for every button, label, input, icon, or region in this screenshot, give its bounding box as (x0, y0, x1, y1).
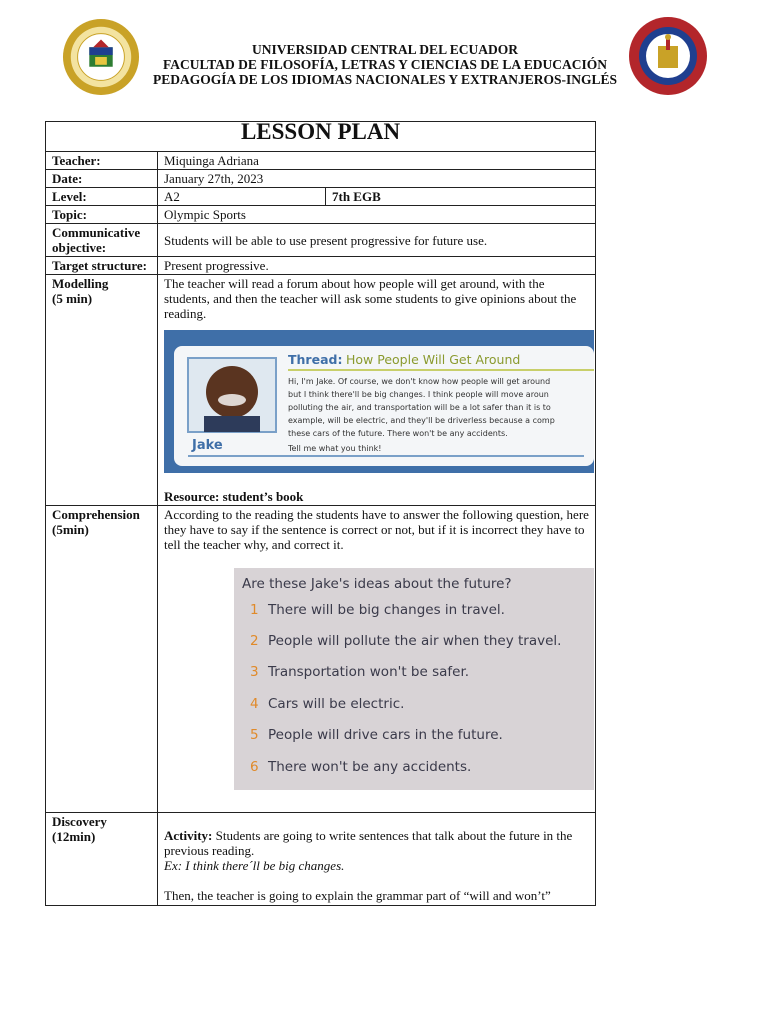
objective-label: Communicative objective: (46, 224, 158, 257)
quiz-item-3-text: Transportation won't be safer. (268, 664, 470, 680)
modelling-content (158, 275, 596, 506)
quiz-item-5-text: People will drive cars in the future. (268, 727, 503, 743)
quiz-question: Are these Jake's ideas about the future? (242, 576, 512, 592)
date-value: January 27th, 2023 (158, 170, 596, 188)
book-line-1: Hi, I'm Jake. Of course, we don't know how people will get around (288, 377, 551, 386)
grade-value: 7th EGB (326, 188, 596, 206)
discovery-label: Discovery (52, 814, 107, 829)
book-line-4: example, will be electric, and they'll be driverless because a comp (288, 416, 555, 425)
university-seal-logo (62, 18, 140, 96)
comprehension-row (46, 506, 596, 813)
page-title: LESSON PLAN (46, 122, 596, 152)
topic-value: Olympic Sports (158, 206, 596, 224)
student-book-image (164, 330, 594, 473)
quiz-item-4-number: 4 (250, 696, 259, 712)
book-line-2: but I think there'll be big changes. I think people will move aroun (288, 390, 549, 399)
comprehension-label-cell (46, 506, 158, 813)
resource-line (164, 489, 589, 504)
modelling-row (46, 275, 596, 506)
lesson-plan-table (45, 121, 596, 906)
faculty-seal-logo (628, 16, 708, 96)
date-label: Date: (46, 170, 158, 188)
quiz-item-3-number: 3 (250, 664, 259, 680)
activity-label: Activity: (164, 828, 213, 843)
quiz-item-6-number: 6 (250, 759, 259, 775)
faculty-name: FACULTAD DE FILOSOFÍA, LETRAS Y CIENCIAS DE LA EDUCACIÓN (163, 57, 607, 72)
book-line-3: polluting the air, and transportation will be a lot safer than it is to (288, 403, 551, 412)
discovery-label-cell (46, 813, 158, 906)
book-line-5: these cars of the future. There won't be any accidents. (288, 429, 508, 438)
level-label: Level: (46, 188, 158, 206)
structure-value: Present progressive. (158, 257, 596, 275)
thread-title: How People Will Get Around (346, 352, 521, 367)
activity-text: Students are going to write sentences that talk about the future in the previous reading. (164, 828, 573, 858)
teacher-row (46, 152, 596, 170)
quiz-item-6-text: There won't be any accidents. (268, 759, 472, 775)
program-name: PEDAGOGÍA DE LOS IDIOMAS NACIONALES Y EXTRANJEROS-INGLÉS (152, 72, 618, 87)
topic-label: Topic: (46, 206, 158, 224)
topic-row (46, 206, 596, 224)
grammar-text: Then, the teacher is going to explain the grammar part of “will and won’t” (164, 888, 551, 903)
quiz-item-4-text: Cars will be electric. (268, 696, 405, 712)
comprehension-content (158, 506, 596, 813)
university-name: UNIVERSIDAD CENTRAL DEL ECUADOR (252, 42, 518, 57)
resource-label: Resource: (164, 489, 220, 504)
book-line-6: Tell me what you think! (288, 444, 382, 453)
level-value: A2 (158, 188, 326, 206)
date-row (46, 170, 596, 188)
comprehension-label: Comprehension (52, 507, 140, 522)
activity-line (164, 828, 589, 858)
comprehension-text: According to the reading the students have to answer the following question, here they have to say if the sentence is correct or not, but if it is incorrect they have to tell the teacher why, and correct it. (164, 507, 589, 552)
quiz-item-1-text: There will be big changes in travel. (268, 602, 505, 618)
discovery-time: (12min) (52, 829, 96, 844)
modelling-text: The teacher will read a forum about how people will get around, with the students, and then the teacher will ask some students to give opinions about the reading. (164, 276, 577, 321)
institution-heading (135, 42, 635, 87)
jake-name: Jake (192, 438, 223, 453)
quiz-image (234, 568, 594, 790)
teacher-value: Miquinga Adriana (158, 152, 596, 170)
title-row (46, 122, 596, 152)
modelling-time: (5 min) (52, 291, 93, 306)
quiz-item-5-number: 5 (250, 727, 259, 743)
level-row (46, 188, 596, 206)
discovery-row (46, 813, 596, 906)
quiz-item-2-number: 2 (250, 633, 259, 649)
resource-value: student’s book (222, 489, 304, 504)
modelling-label-cell (46, 275, 158, 506)
objective-row (46, 224, 596, 257)
comprehension-time: (5min) (52, 522, 89, 537)
teacher-label: Teacher: (46, 152, 158, 170)
example-text: Ex: I think there´ll be big changes. (164, 858, 345, 873)
discovery-content (158, 813, 596, 906)
modelling-label: Modelling (52, 276, 109, 291)
objective-value: Students will be able to use present progressive for future use. (158, 224, 596, 257)
quiz-item-1-number: 1 (250, 602, 259, 618)
quiz-item-2-text: People will pollute the air when they travel. (268, 633, 562, 649)
structure-row (46, 257, 596, 275)
thread-label: Thread: (288, 352, 343, 367)
structure-label: Target structure: (46, 257, 158, 275)
